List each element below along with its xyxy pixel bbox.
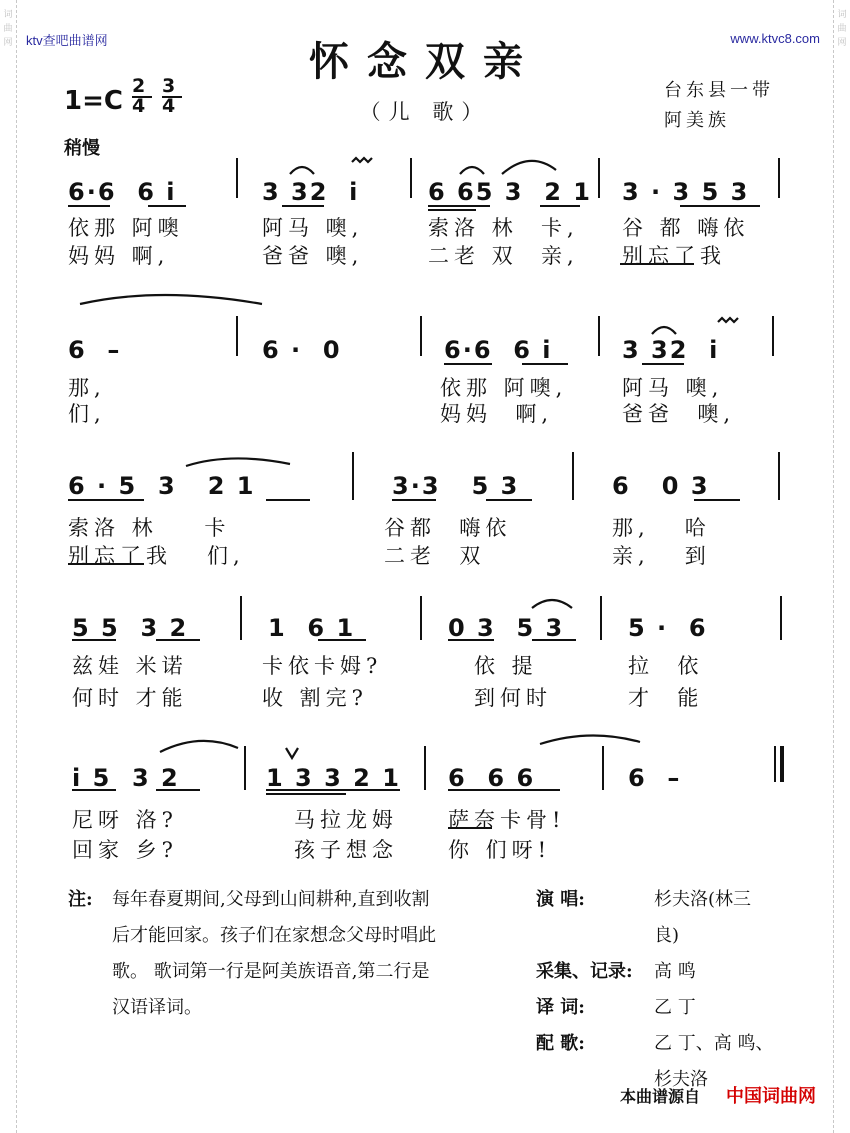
source-label: 本曲谱源自 — [619, 1089, 700, 1106]
time-signature-top: 3 — [162, 75, 176, 97]
lyric-line-1: 那, 哈 — [612, 516, 711, 540]
slur — [652, 327, 676, 334]
trill-mark — [352, 158, 372, 162]
lyric-line-1: 依 提 — [474, 654, 538, 678]
right-edge-watermark: 词曲网 — [837, 10, 847, 48]
credit-line: 杉夫洛 — [654, 1069, 708, 1090]
measure-notes: 5 · 6 — [628, 614, 708, 642]
measure-notes: 6·6 6 i — [68, 178, 177, 206]
lyric-line-2: 爸爸 噢, — [262, 244, 364, 268]
lyric-line-1: 萨奈卡骨! — [448, 808, 566, 832]
slur — [290, 167, 314, 174]
lyric-line-2: 们, — [68, 402, 106, 426]
measure-notes: 3 · 3 5 3 — [622, 178, 750, 206]
measure-notes: 6 – — [628, 764, 682, 792]
credit-role: 译 词: — [536, 997, 585, 1018]
credit-value — [654, 882, 804, 954]
credit-role: 采集、记录: — [536, 961, 633, 982]
measure-notes: 6 · 0 — [262, 336, 342, 364]
origin-ethnic-group: 阿美族 — [664, 110, 730, 131]
lyric-line-2: 亲, 到 — [612, 544, 711, 568]
measure-notes: 1 6 1 — [268, 614, 356, 642]
site-watermark-left: ktv查吧曲谱网 — [26, 33, 108, 48]
lyric-line-2: 别忘了我 们, — [68, 544, 245, 568]
lyric-line-1: 依那 阿噢, — [440, 376, 568, 400]
lyric-line-1: 马拉龙姆 — [294, 808, 398, 832]
note-line: 后才能回家。孩子们在家想念父母时唱此 — [112, 925, 436, 946]
measure-notes: 6 – — [68, 336, 122, 364]
lyric-line-1: 那, — [68, 376, 106, 400]
measure-notes: 3·3 5 3 — [392, 472, 520, 500]
lyric-line-1: 谷都 嗨依 — [384, 516, 512, 540]
lyric-line-2: 孩子想念 — [294, 838, 398, 862]
slur — [160, 741, 238, 752]
lyric-line-1: 尼呀 洛? — [72, 808, 178, 832]
song-title: 怀念双亲 — [309, 38, 541, 85]
lyric-line-1: 索洛 林 卡, — [428, 216, 579, 240]
slur — [502, 161, 556, 174]
note-line: 每年春夏期间,父母到山间耕种,直到收割 — [112, 889, 430, 910]
time-signature-bottom: 4 — [162, 95, 176, 117]
credit-role: 配 歌: — [536, 1033, 585, 1054]
measure-notes: 5 5 3 2 — [72, 614, 189, 642]
credit-line: 杉夫洛(林三 — [654, 889, 752, 910]
lyric-line-1: 索洛 林 卡 — [68, 516, 231, 540]
measure-notes: 0 3 5 3 — [448, 614, 565, 642]
lyric-line-1: 谷 都 嗨依 — [622, 216, 750, 240]
credit-line: 高 鸣 — [654, 961, 696, 982]
note-line: 汉语译词。 — [112, 997, 202, 1018]
lyric-line-2: 爸爸 噢, — [622, 402, 736, 426]
lyric-line-1: 阿马 噢, — [262, 216, 364, 240]
lyric-line-2: 何时 才能 — [72, 686, 188, 710]
note-text — [112, 882, 522, 1026]
origin-region: 台东县一带 — [664, 80, 774, 101]
credit-role: 演 唱: — [536, 889, 585, 910]
site-watermark-right: www.ktvc8.com — [730, 31, 820, 46]
measure-notes: 1 3 3 2 1 — [266, 764, 401, 792]
lyric-line-1: 依那 阿噢 — [68, 216, 184, 240]
lyric-line-2: 你 们呀! — [448, 838, 552, 862]
credit-line: 乙 丁 — [654, 997, 696, 1018]
lyric-line-1: 兹娃 米诺 — [72, 654, 188, 678]
credit-line: 乙 丁、高 鸣、 — [654, 1033, 774, 1054]
slur — [186, 458, 290, 466]
credit-value — [654, 990, 804, 1026]
lyric-line-2: 妈妈 啊, — [440, 402, 554, 426]
credit-value — [654, 954, 804, 990]
song-subtitle: （儿 歌） — [359, 100, 491, 124]
source-site-link[interactable]: 中国词曲网 — [726, 1086, 816, 1106]
measure-notes: i 5 3 2 — [72, 764, 180, 792]
slur — [540, 735, 640, 744]
note-line: 歌。 歌词第一行是阿美族语音,第二行是 — [112, 961, 430, 982]
measure-notes: 3 32 i — [622, 336, 720, 364]
measure-notes: 6 6 6 — [448, 764, 536, 792]
note-label: 注: — [68, 889, 93, 910]
measure-notes: 6 · 5 3 2 1 — [68, 472, 256, 500]
left-edge-watermark: 词曲网 — [3, 10, 13, 48]
lyric-line-2: 二老 双 亲, — [428, 244, 579, 268]
lyric-line-2: 别忘了我 — [622, 244, 726, 268]
lyric-line-1: 拉 依 — [628, 654, 704, 678]
time-signature-bottom: 4 — [132, 95, 146, 117]
trill-mark — [718, 318, 738, 322]
credit-line: 良) — [654, 925, 680, 946]
measure-notes: 6 0 3 — [612, 472, 710, 500]
measure-notes: 3 32 i — [262, 178, 360, 206]
lyric-line-2: 才 能 — [628, 686, 704, 710]
lyric-line-2: 回家 乡? — [72, 838, 178, 862]
accent-mark — [286, 748, 298, 758]
lyric-line-1: 阿马 噢, — [622, 376, 724, 400]
slur — [460, 167, 484, 174]
slur — [532, 600, 572, 608]
measure-notes: 6·6 6 i — [444, 336, 553, 364]
lyric-line-1: 卡依卡姆? — [262, 654, 383, 678]
tempo-marking: 稍慢 — [64, 138, 100, 159]
key-signature: 1=C — [64, 86, 123, 116]
slur — [80, 295, 262, 304]
lyric-line-2: 到何时 — [474, 686, 552, 710]
measure-notes: 6 65 3 2 1 — [428, 178, 592, 206]
lyric-line-2: 收 割完? — [262, 686, 368, 710]
time-signature-top: 2 — [132, 75, 146, 97]
lyric-line-2: 二老 双 — [384, 544, 486, 568]
lyric-line-2: 妈妈 啊, — [68, 244, 170, 268]
